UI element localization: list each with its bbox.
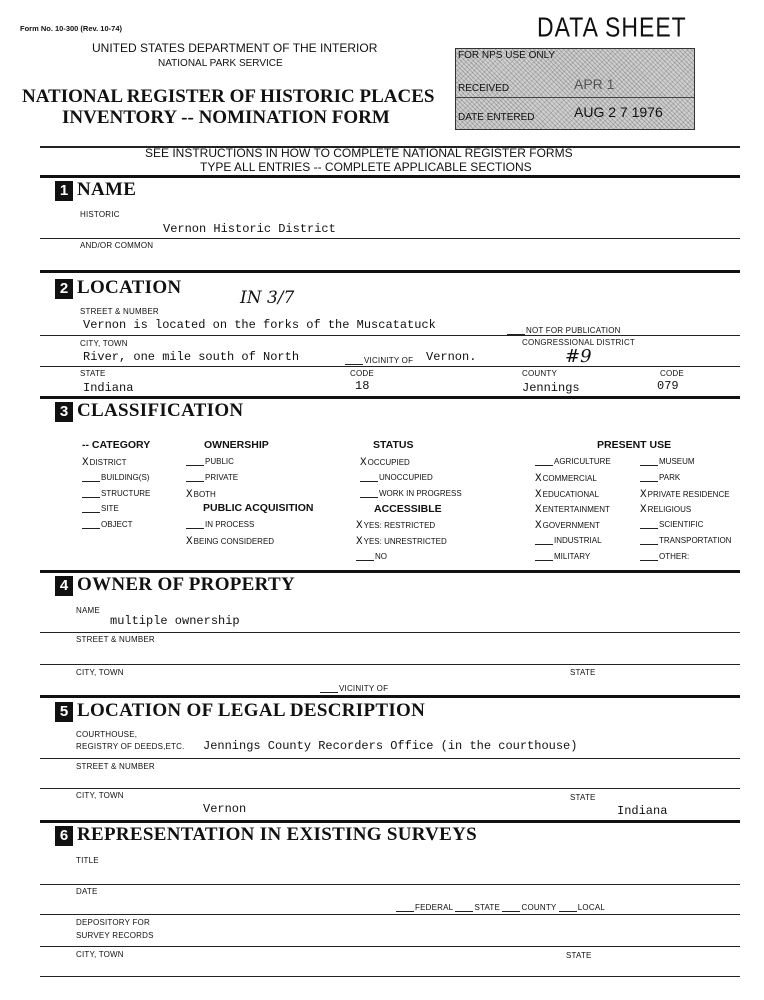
checkbox-mark xyxy=(640,520,658,529)
option-label: OTHER: xyxy=(659,551,690,561)
section-5-rule xyxy=(40,695,740,698)
option-label: GOVERNMENT xyxy=(542,521,600,531)
checkbox-mark xyxy=(186,520,204,529)
checkbox-mark: X xyxy=(356,520,363,532)
checkbox-mark xyxy=(640,536,658,545)
city-town-label: CITY, TOWN xyxy=(80,339,128,348)
owner-name-label: NAME xyxy=(76,606,100,615)
city-line xyxy=(40,366,740,367)
present-use-option[interactable] xyxy=(640,457,695,466)
section-2-number: 2 xyxy=(55,279,73,299)
present-use-header: PRESENT USE xyxy=(597,439,672,451)
option-label: ENTERTAINMENT xyxy=(542,505,610,515)
status-option[interactable] xyxy=(360,457,410,469)
survey-date-line xyxy=(40,914,740,915)
option-label: OCCUPIED xyxy=(367,458,410,467)
checkbox-mark xyxy=(186,473,204,482)
present-use-option[interactable] xyxy=(640,536,731,545)
registry-line xyxy=(40,758,740,759)
checkbox-mark xyxy=(640,473,658,482)
section-3-rule xyxy=(40,396,740,399)
registry-value: Jennings County Recorders Office (in the courthouse) xyxy=(203,739,578,753)
checkbox-mark xyxy=(82,489,100,498)
state-code-label: CODE xyxy=(350,369,374,378)
checkbox-mark xyxy=(82,520,100,529)
state-label: STATE xyxy=(80,369,106,378)
not-for-publication-label: NOT FOR PUBLICATION xyxy=(507,326,621,335)
street-value: Vernon is located on the forks of the Muscatatuck xyxy=(83,318,436,332)
option-label: BOTH xyxy=(193,489,216,499)
checkbox-mark xyxy=(640,552,658,561)
state-value: Indiana xyxy=(83,381,134,395)
courthouse-label: COURTHOUSE, xyxy=(76,730,138,739)
option-label: SITE xyxy=(101,504,119,514)
form-subtitle: INVENTORY -- NOMINATION FORM xyxy=(62,107,390,128)
present-use-option[interactable] xyxy=(640,504,691,516)
checkbox-mark xyxy=(640,457,658,466)
survey-level-options: FEDERAL STATE COUNTY LOCAL xyxy=(396,903,605,912)
checkbox-mark: X xyxy=(535,504,542,517)
public-acquisition-header: PUBLIC ACQUISITION xyxy=(203,502,314,514)
checkbox-mark: X xyxy=(535,472,542,485)
street-line xyxy=(40,335,740,336)
received-stamp: APR 1 xyxy=(574,76,615,92)
checkbox-mark xyxy=(360,473,378,482)
instructions-line-2: TYPE ALL ENTRIES -- COMPLETE APPLICABLE SECTIONS xyxy=(200,160,532,174)
checkbox-mark xyxy=(535,552,553,561)
received-label: RECEIVED xyxy=(458,83,510,94)
checkbox-mark xyxy=(82,473,100,482)
option-label: STRUCTURE xyxy=(101,488,151,498)
section-2-title: LOCATION xyxy=(77,277,182,298)
category-option[interactable] xyxy=(82,489,150,498)
date-entered-stamp: AUG 2 7 1976 xyxy=(574,104,663,120)
depository-label-1: DEPOSITORY FOR xyxy=(76,918,150,927)
form-title: NATIONAL REGISTER OF HISTORIC PLACES xyxy=(22,86,435,107)
owner-name-value: multiple ownership xyxy=(110,614,240,628)
section-5-number: 5 xyxy=(55,702,73,722)
legal-state-label: STATE xyxy=(570,793,596,802)
option-label: BUILDING(S) xyxy=(101,472,150,482)
legal-city-label: CITY, TOWN xyxy=(76,791,124,800)
registry-label: REGISTRY OF DEEDS,ETC. xyxy=(76,742,185,751)
checkbox-mark: X xyxy=(640,488,647,501)
owner-street-label: STREET & NUMBER xyxy=(76,635,155,644)
present-use-option[interactable] xyxy=(535,489,599,501)
section-3-title: CLASSIFICATION xyxy=(77,400,244,421)
form-number: Form No. 10-300 (Rev. 10-74) xyxy=(20,24,122,33)
option-label: SCIENTIFIC xyxy=(659,520,704,530)
acquisition-option[interactable] xyxy=(186,536,274,548)
present-use-option[interactable] xyxy=(535,536,602,545)
checkbox-mark: X xyxy=(186,488,193,501)
option-label: NO xyxy=(375,551,387,561)
category-option[interactable] xyxy=(82,457,127,469)
category-option[interactable] xyxy=(82,504,119,513)
option-label: EDUCATIONAL xyxy=(542,489,599,499)
checkbox-mark xyxy=(186,457,204,466)
congressional-district-label: CONGRESSIONAL DISTRICT xyxy=(522,338,636,347)
option-label: PRIVATE xyxy=(205,472,239,482)
survey-city-label: CITY, TOWN xyxy=(76,950,124,959)
common-name-label: AND/OR COMMON xyxy=(80,241,154,250)
checkbox-mark: X xyxy=(535,488,542,501)
option-label: PARK xyxy=(659,472,681,482)
option-label: WORK IN PROGRESS xyxy=(379,488,462,498)
historic-label: HISTORIC xyxy=(80,210,120,219)
section-1-title: NAME xyxy=(77,179,137,200)
service-name: NATIONAL PARK SERVICE xyxy=(158,58,283,69)
option-label: PRIVATE RESIDENCE xyxy=(647,489,730,499)
section-6-number: 6 xyxy=(55,826,73,846)
present-use-option[interactable] xyxy=(535,457,611,466)
county-code-value: 079 xyxy=(657,379,679,393)
section-6-title: REPRESENTATION IN EXISTING SURVEYS xyxy=(77,824,478,845)
accessible-option[interactable] xyxy=(356,520,435,532)
option-label: BEING CONSIDERED xyxy=(193,536,275,546)
checkbox-mark: X xyxy=(186,535,193,548)
category-option[interactable] xyxy=(82,520,133,529)
present-use-option[interactable] xyxy=(640,552,689,561)
option-label: OBJECT xyxy=(101,520,133,530)
legal-state-value: Indiana xyxy=(617,804,668,818)
option-label: UNOCCUPIED xyxy=(379,472,433,482)
city-value: River, one mile south of North xyxy=(83,350,300,364)
survey-title-label: TITLE xyxy=(76,856,99,865)
option-label: AGRICULTURE xyxy=(554,457,611,466)
present-use-option[interactable] xyxy=(640,520,703,529)
county-value: Jennings xyxy=(522,381,580,395)
checkbox-mark xyxy=(360,489,378,498)
historic-name-value: Vernon Historic District xyxy=(163,222,336,236)
section-3-number: 3 xyxy=(55,402,73,422)
checkbox-mark: X xyxy=(356,535,363,548)
owner-state-label: STATE xyxy=(570,668,596,677)
owner-name-line xyxy=(40,632,740,633)
option-label: RELIGIOUS xyxy=(647,505,692,515)
option-label: INDUSTRIAL xyxy=(554,536,602,545)
state-code-value: 18 xyxy=(355,379,370,393)
survey-state-label: STATE xyxy=(566,951,592,960)
vicinity-label: VICINITY OF xyxy=(345,356,413,365)
owner-street-line xyxy=(40,664,740,665)
nps-use-only-label: FOR NPS USE ONLY xyxy=(458,50,556,61)
present-use-option[interactable] xyxy=(640,489,730,501)
section-4-title: OWNER OF PROPERTY xyxy=(77,574,296,595)
congressional-district-value: #9 xyxy=(565,346,592,367)
present-use-option[interactable] xyxy=(535,520,600,532)
checkbox-mark xyxy=(535,457,553,466)
option-label: TRANSPORTATION xyxy=(659,536,732,545)
section-1-number: 1 xyxy=(55,181,73,201)
data-sheet-label: DATA SHEET xyxy=(537,11,687,43)
checkbox-mark: X xyxy=(360,457,367,469)
category-header: -- CATEGORY xyxy=(82,439,151,451)
ownership-option[interactable] xyxy=(186,473,238,482)
option-label: PUBLIC xyxy=(205,457,234,466)
handwritten-code: IN 3/7 xyxy=(240,288,295,308)
instructions-line-1: SEE INSTRUCTIONS IN HOW TO COMPLETE NATIONAL REGISTER FORMS xyxy=(145,146,573,160)
option-label: YES: RESTRICTED xyxy=(363,521,436,530)
status-option[interactable] xyxy=(360,473,433,482)
checkbox-mark xyxy=(356,552,374,561)
present-use-option[interactable] xyxy=(535,552,590,561)
section-2-rule xyxy=(40,270,740,273)
department-name: UNITED STATES DEPARTMENT OF THE INTERIOR xyxy=(92,41,378,55)
acquisition-option[interactable] xyxy=(186,520,254,529)
present-use-option[interactable] xyxy=(535,473,597,485)
section-4-number: 4 xyxy=(55,576,73,596)
present-use-option[interactable] xyxy=(640,473,680,482)
street-number-label: STREET & NUMBER xyxy=(80,307,159,316)
historic-line xyxy=(40,238,740,239)
owner-vicinity-label: VICINITY OF xyxy=(320,684,388,693)
owner-city-label: CITY, TOWN xyxy=(76,668,124,677)
county-label: COUNTY xyxy=(522,369,557,378)
section-4-rule xyxy=(40,570,740,573)
county-code-label: CODE xyxy=(660,369,684,378)
checkbox-mark: X xyxy=(535,520,542,533)
accessible-option[interactable] xyxy=(356,552,387,561)
ownership-header: OWNERSHIP xyxy=(204,439,269,451)
legal-street-label: STREET & NUMBER xyxy=(76,762,155,771)
option-label: YES: UNRESTRICTED xyxy=(363,536,447,546)
depository-label-2: SURVEY RECORDS xyxy=(76,931,154,940)
category-option[interactable] xyxy=(82,473,149,482)
survey-city-line xyxy=(40,976,740,977)
section-5-title: LOCATION OF LEGAL DESCRIPTION xyxy=(77,700,426,721)
nps-use-box xyxy=(455,48,695,130)
section-1-rule xyxy=(40,175,740,178)
option-label: COMMERCIAL xyxy=(542,473,597,483)
accessible-option[interactable] xyxy=(356,536,447,548)
checkbox-mark: X xyxy=(82,457,89,469)
survey-date-label: DATE xyxy=(76,887,98,896)
vicinity-value: Vernon. xyxy=(426,350,477,364)
checkbox-mark xyxy=(82,504,100,513)
legal-city-value: Vernon xyxy=(203,802,247,816)
legal-street-line xyxy=(40,788,740,789)
option-label: MUSEUM xyxy=(659,457,695,466)
status-header: STATUS xyxy=(373,439,414,451)
survey-title-line xyxy=(40,884,740,885)
option-label: IN PROCESS xyxy=(205,520,255,529)
checkbox-mark xyxy=(535,536,553,545)
checkbox-mark: X xyxy=(640,504,647,517)
depository-line xyxy=(40,946,740,947)
ownership-option[interactable] xyxy=(186,489,216,501)
section-6-rule xyxy=(40,820,740,823)
status-option[interactable] xyxy=(360,489,462,498)
accessible-header: ACCESSIBLE xyxy=(374,503,442,515)
option-label: DISTRICT xyxy=(89,458,127,467)
ownership-option[interactable] xyxy=(186,457,234,466)
present-use-option[interactable] xyxy=(535,504,610,516)
date-entered-label: DATE ENTERED xyxy=(458,112,535,123)
option-label: MILITARY xyxy=(554,551,591,561)
